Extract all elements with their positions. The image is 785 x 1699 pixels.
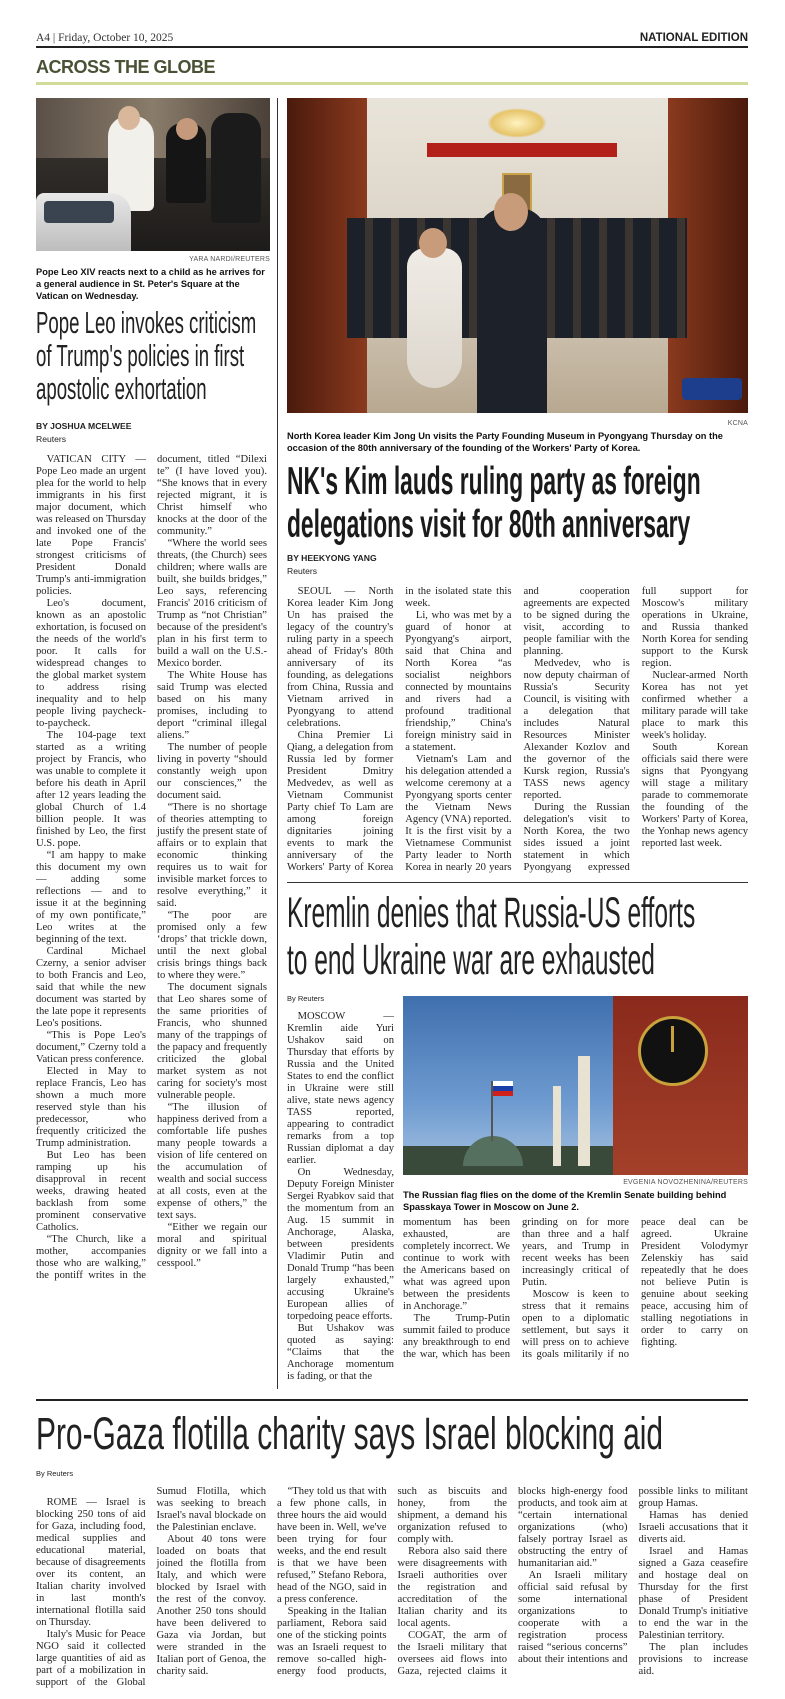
gaza-article-body [36, 1486, 748, 1689]
kremlin-photo [403, 996, 748, 1175]
kim-photo [287, 98, 748, 413]
paragraph: But Ushakov was quoted as saying: “Claims that the Anchorage momentum is fading, or that the [287, 1323, 394, 1382]
byline: BY JOSHUA MCELWEE [36, 421, 132, 431]
pope-headline [36, 306, 270, 405]
paragraph: VATICAN CITY — Pope Leo made an urgent plea for the world to help immigrants in his first major document, which was released on Thursday and invoked one of the late Pope Francis' strongest criticisms of President Donald Trump's anti-immigration policies. [36, 454, 146, 597]
paragraph: The document signals that Leo shares some of the same priorities of Francis, who shunned many of the trappings of the papacy and frequently criticized the global market system as not caring for society's most vulnerable people. [157, 982, 267, 1101]
paragraph: The plan includes provisions to increase aid. [638, 1642, 748, 1677]
paragraph: South Korean officials said there were signs that Pyongyang will stage a military parade to commemorate the founding of the Workers' Party of Korea, the Yonhap news agency reported last week. [641, 742, 748, 849]
agency: By Reuters [287, 994, 325, 1003]
agency: By Reuters [36, 1469, 74, 1478]
paragraph: Moscow is keen to stress that it remains open to a diplomatic settlement, but says it will press on to achieve its goals militarily if no peace deal can be agreed. Ukraine President Volodymyr Zelenskiy has said repeatedly that he does not believe Putin is genuine about seeking peace, accusing him of stalling negotiations in order to carry on fighting. [522, 1217, 748, 1360]
headline-line: Pope Leo invokes criticism [36, 305, 257, 340]
pope-article-body [36, 454, 267, 1282]
kim-headline [287, 460, 748, 546]
paragraph: “They told us that with a few phone calls, in three hours the aid would have been in. Well, we've been trying for four weeks, and the end result is that we have been refused,” Stefano Rebora, head of the NGO, said in a press conference. [277, 1486, 387, 1605]
paragraph: ROME — Israel is blocking 250 tons of aid for Gaza, including food, medical supplies and educational material, because of disagreements over its content, an Italian charity involved in last month's international flotilla said on Thursday. [36, 1497, 146, 1628]
paragraph: Leo's document, known as an apostolic exhortation, is focused on the needs of the world's poor. It calls for widespread changes to the global market system to address rising inequality and to help people living paycheck-to-paycheck. [36, 598, 146, 729]
kremlin-first-column [287, 992, 394, 1383]
kim-photo-credit: KCNA [727, 420, 748, 427]
page-date: A4 | Friday, October 10, 2025 [36, 32, 174, 44]
headline-line: delegations visit for 80th anniversary [287, 503, 691, 546]
kim-byline-block [287, 552, 748, 584]
headline-line: Kremlin denies that Russia-US efforts [287, 889, 696, 937]
paragraph: During the Russian delegation's visit to North Korea, the two sides issued a joint statement in which Pyongyang expressed full support for Moscow's military operations in Ukraine, and Russia thanked North Korea for sending support to the Kursk region. [523, 586, 748, 873]
header-rule [36, 46, 748, 48]
agency: Reuters [287, 566, 318, 576]
paragraph: Cardinal Michael Czerny, a senior adviser to both Francis and Leo, said that while the new document was started by the late pope it represents Leo's positions. [36, 946, 146, 1029]
gaza-headline [36, 1408, 748, 1460]
edition-label: NATIONAL EDITION [639, 32, 748, 44]
paragraph: Italy's Music for Peace NGO said it collected large quantities of aid as part of a mobilization in support of the Global Sumud Flotilla, which was seeking to breach Israel's naval blockade on the Palestinian enclave. [36, 1486, 266, 1688]
paragraph: “The Church, like a mother, accompanies those who are walking,” the pontiff writes in the document, titled “Dilexi te” (I have loved you). “She knows that in every rejected migrant, it is Christ himself who knocks at the door of the community.” [36, 454, 267, 1281]
paragraph: The White House has said Trump was elected based on his many promises, including to deport “criminal illegal aliens.” [157, 670, 267, 741]
pope-byline-block [36, 420, 270, 452]
kremlin-headline [287, 890, 748, 984]
headline-line: to end Ukraine war are exhausted [287, 936, 655, 984]
paragraph: “The illusion of happiness derived from a comfortable life pushes many people towards a vision of life centered on the accumulation of wealth and social success at all costs, even at the expense of others,” the text says. [157, 1102, 267, 1221]
headline-line: apostolic exhortation [36, 371, 207, 406]
kremlin-body-col1 [287, 1011, 394, 1383]
paragraph: China Premier Li Qiang, a delegation from Russia led by former President Dmitry Medvedev, as well as Vietnam Communist Party chief To Lam are among foreign dignitaries joining events to mark the anniversary of the Workers' Party of Korea in the isolated state this week. [287, 586, 512, 873]
article-rule [36, 1399, 748, 1401]
headline-line: of Trump's policies in first [36, 338, 245, 373]
paragraph: The 104-page text started as a writing project by Francis, who was unable to complete it before his death in April after 12 years leading the global Church of 1.4 billion people. It was finished by Leo, the first U.S. pope. [36, 730, 146, 849]
byline: BY HEEKYONG YANG [287, 553, 377, 563]
paragraph: Nuclear-armed North Korea has not yet confirmed whether a military parade will take place to mark this week's holiday. [641, 670, 748, 741]
headline-line: Pro-Gaza flotilla charity says Israel blocking aid [36, 1408, 664, 1459]
paragraph: SEOUL — North Korea leader Kim Jong Un has praised the legacy of the country's ruling party in a speech ahead of Friday's 80th anniversary of its founding, as delegations from China, Russia and Vietnam arrived in Pyongyang to attend celebrations. [287, 586, 394, 729]
headline-line: NK's Kim lauds ruling party as foreign [287, 460, 701, 503]
paragraph: But Leo has been ramping up his disapproval in recent weeks, drawing heated backlash from some prominent conservative Catholics. [36, 1150, 146, 1233]
paragraph: Medvedev, who is now deputy chairman of Russia's Security Council, is visiting with a delegation that includes Natural Resources Minister Alexander Kozlov and the governor of the Kursk region, Russia's TASS news agency reported. [523, 658, 630, 801]
paragraph: About 40 tons were loaded on boats that joined the flotilla from Italy, and which were blocked by Israel with the rest of the convoy. Another 250 tons should have been delivered to Gaza via Jordan, but were stranded in the Italian port of Genoa, the charity said. [156, 1534, 266, 1677]
paragraph: The number of people living in poverty “should constantly weigh upon our consciences,” the document said. [157, 742, 267, 801]
paragraph: Speaking in the Italian parliament, Rebora said one of the sticking points was an Israeli request to remove so-called high-energy food products, such as biscuits and honey, from the shipment, a demand his organization refused to comply with. [277, 1486, 507, 1677]
section-rule [36, 82, 748, 85]
paragraph: Hamas has denied Israeli accusations that it diverts aid. [638, 1510, 748, 1545]
paragraph: Li, who was met by a guard of honor at Pyongyang's airport, said that China and North Korea “as socialist neighbors connected by mountains and rivers had a profound traditional friendship,” China's foreign ministry said in a statement. [405, 610, 512, 753]
kremlin-photo-credit: EVGENIA NOVOZHENINA/REUTERS [623, 1179, 748, 1186]
paragraph: Elected in May to replace Francis, Leo has shown a much more reserved style than his predecessor, who frequently criticized the Trump administration. [36, 1066, 146, 1149]
paragraph: “I am happy to make this document my own — adding some reflections — and to issue it at the beginning of my own pontificate,” Leo writes at the beginning of the text. [36, 850, 146, 945]
paragraph: “Where the world sees threats, (the Church) sees children; where walls are built, she builds bridges,” Leo says, referencing Francis' 2016 criticism of Trump as “not Christian” because of the president's plan in his first term to build a wall on the U.S.-Mexico border. [157, 538, 267, 669]
section-title: ACROSS THE GLOBE [36, 57, 216, 77]
kremlin-body-rest [403, 1217, 748, 1361]
paragraph: “There is no shortage of theories attempting to justify the present state of affairs or to explain that economic thinking requires us to wait for invisible market forces to resolve everything,” it said. [157, 802, 267, 909]
paragraph: Vietnam's Lam and his delegation attended a welcome ceremony at a Pyongyang sports center the Vietnam News Agency (VNA) reported. It is the first visit by a Vietnamese Communist Party leader to North Korea in nearly 20 years and cooperation agreements are expected to be signed during the visit, according to people familiar with the planning. [405, 586, 630, 873]
paragraph: An Israeli military official said refusal by some international organizations to cooperate with a registration process raised “serious concerns” about their intentions and possible links to militant group Hamas. [518, 1486, 748, 1665]
paragraph: MOSCOW — Kremlin aide Yuri Ushakov said on Thursday that efforts by Russia and the United States to end the conflict in Ukraine were still alive, state news agency TASS reported, appearing to contradict remarks from a top Russian diplomat a day earlier. [287, 1011, 394, 1166]
paragraph: “Either we regain our moral and spiritual dignity or we fall into a cesspool.” [157, 1222, 267, 1269]
agency: Reuters [36, 434, 67, 444]
paragraph: On Wednesday, Deputy Foreign Minister Sergei Ryabkov said that the momentum from an Aug. 15 summit in Anchorage, Alaska, between presidents Vladimir Putin and Donald Trump “has been largely exhausted,” accusing Ukraine's European allies of torpedoing peace efforts. [287, 1167, 394, 1322]
kim-article-body [287, 586, 748, 874]
column-divider [277, 98, 278, 1389]
kremlin-photo-caption: The Russian flag flies on the dome of the Kremlin Senate building behind Spasskaya Tower in Moscow on June 2. [403, 1190, 727, 1212]
paragraph: Rebora also said there were disagreements with Israeli authorities over the registration and accreditation of the Italian charity and its local agents. [397, 1546, 507, 1629]
pope-photo-credit: YARA NARDI/REUTERS [189, 256, 270, 263]
article-rule [287, 882, 748, 883]
paragraph: momentum has been exhausted, are completely incorrect. We continue to work with the Americans based on what was agreed upon between the presidents in Anchorage.” [403, 1217, 510, 1312]
paragraph: “This is Pope Leo's document,” Czerny told a Vatican press conference. [36, 1030, 146, 1065]
paragraph: COGAT, the arm of the Israeli military that oversees aid flows into Gaza, rejected claims it blocks high-energy food products, and took aim at “certain international organizations (who) falsely portray Israel as obstructing the entry of humanitarian aid.” [397, 1486, 628, 1677]
paragraph: “The poor are promised only a few ‘drops’ that trickle down, until the next global crisis brings things back to where they were.” [157, 910, 267, 981]
paragraph: The Trump-Putin summit failed to produce any breakthrough to end the war, which has been grinding on for more than three and a half years, and Trump in recent weeks has been increasingly critical of Putin. [403, 1217, 629, 1360]
paragraph: Israel and Hamas signed a Gaza ceasefire and hostage deal on Thursday for the first phase of President Donald Trump's initiative to end the war in the Palestinian territory. [638, 1546, 748, 1641]
pope-photo [36, 98, 270, 251]
pope-photo-caption: Pope Leo XIV reacts next to a child as he arrives for a general audience in St. Peter's Square at the Vatican on Wednesday. [36, 267, 265, 301]
kim-photo-caption: North Korea leader Kim Jong Un visits the Party Founding Museum in Pyongyang Thursday on the occasion of the 80th anniversary of the founding of the Workers' Party of Korea. [287, 431, 723, 453]
